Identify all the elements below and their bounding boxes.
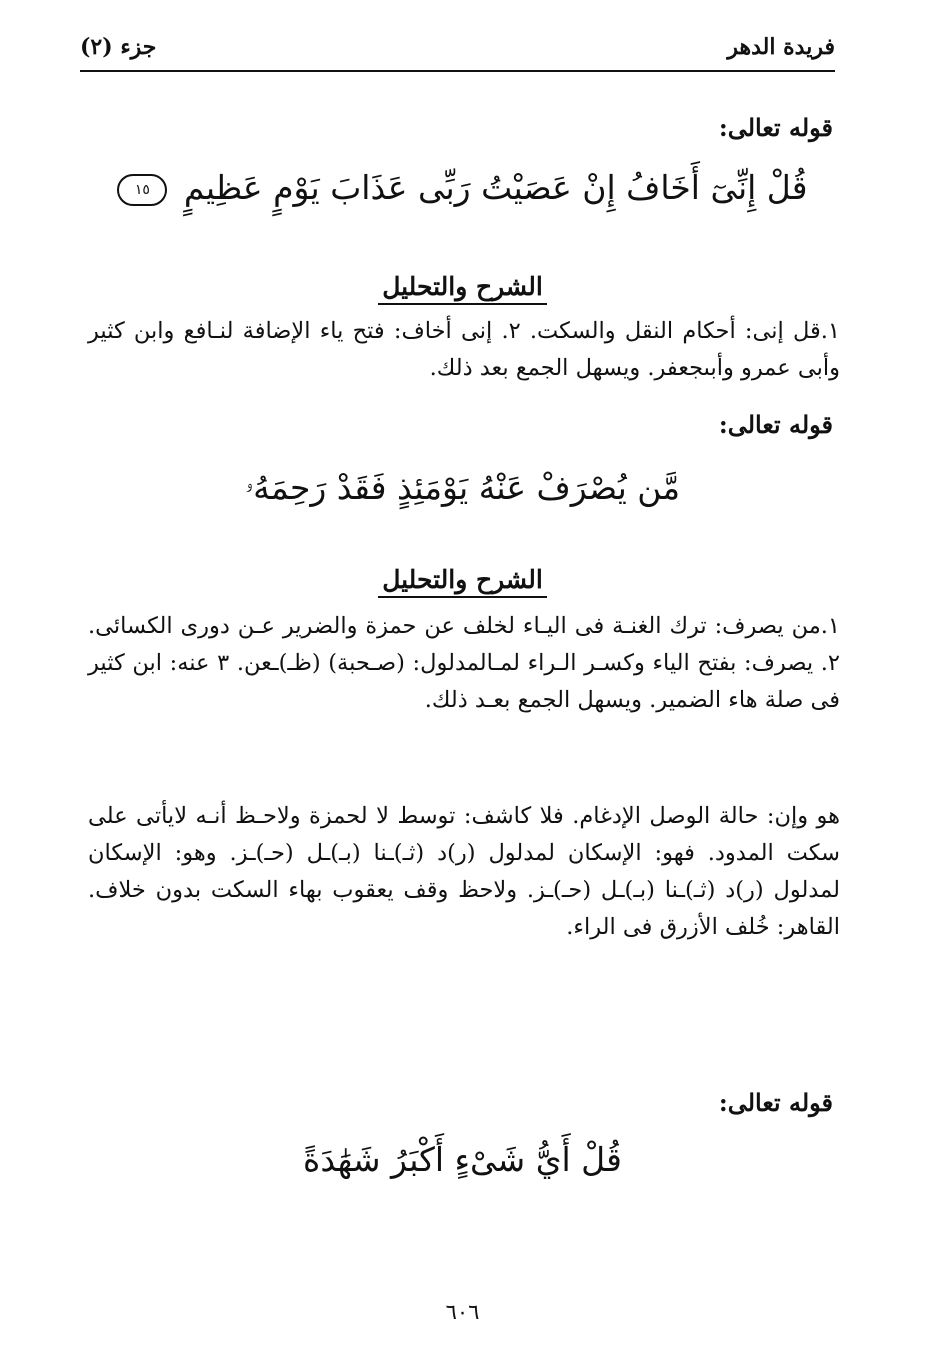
verse-intro-label: قوله تعالى: xyxy=(718,1088,833,1117)
quran-verse xyxy=(0,168,925,207)
verse-text: مَّن يُصْرَفْ عَنْهُ يَوْمَئِذٍ فَقَدْ رَحِمَهُۥ xyxy=(244,468,681,507)
verse-text: قُلْ أَيُّ شَىْءٍ أَكْبَرُ شَهَٰدَةً xyxy=(303,1140,622,1179)
section-title xyxy=(0,272,925,301)
quran-verse xyxy=(0,1140,925,1179)
book-title: فريدة الدهر xyxy=(727,34,835,60)
page-number: ٦٠٦ xyxy=(445,1300,480,1324)
section-title-text: الشرح والتحليل xyxy=(378,272,547,305)
page-header xyxy=(80,34,835,72)
section-title xyxy=(0,565,925,594)
part-number: جزء (٢) xyxy=(80,34,157,60)
verse-intro-label: قوله تعالى: xyxy=(718,113,833,142)
commentary-paragraph: هو وإن: حالة الوصل الإدغام. فلا كاشف: توسط لا لحمزة ولاحـظ أنـه لايأتى على سكت المدود. فهو: الإسكان لمدلول (ر)د (ثـ)ـنا (بـ)ـل (حـ)ـز. وهو: الإسكان لمدلول (ر)د (ثـ)ـنا (بـ)ـل (حـ)ـز. ولاحظ وقف يعقوب بهاء السكت بدون خلاف. القاهر: خُلف الأزرق فى الراء. xyxy=(88,803,840,940)
quran-verse xyxy=(0,468,925,508)
verse-text: قُلْ إِنِّىٓ أَخَافُ إِنْ عَصَيْتُ رَبِّى عَذَابَ يَوْمٍ عَظِيمٍ xyxy=(183,168,808,207)
ayah-number-icon: ١٥ xyxy=(117,174,167,206)
commentary-paragraph: ١.من يصرف: ترك الغنـة فى اليـاء لخلف عن حمزة والضرير عـن دورى الكسائى. ٢. يصرف: بفتح الياء وكسـر الـراء لمـالمدلول: (صـحبة) (ظـ)ـعن. ٣ عنه: ابن كثير فى صلة هاء الضمير. ويسهل الجمع بعـد ذلك. xyxy=(88,613,840,713)
verse-intro-label: قوله تعالى: xyxy=(718,410,833,439)
commentary-paragraph: ١.قل إنى: أحكام النقل والسكت. ٢. إنى أخاف: فتح ياء الإضافة لنـافع وابن كثير وأبى عمرو وأبىجعفر. ويسهل الجمع بعد ذلك. xyxy=(88,318,840,381)
section-title-text: الشرح والتحليل xyxy=(378,565,547,598)
